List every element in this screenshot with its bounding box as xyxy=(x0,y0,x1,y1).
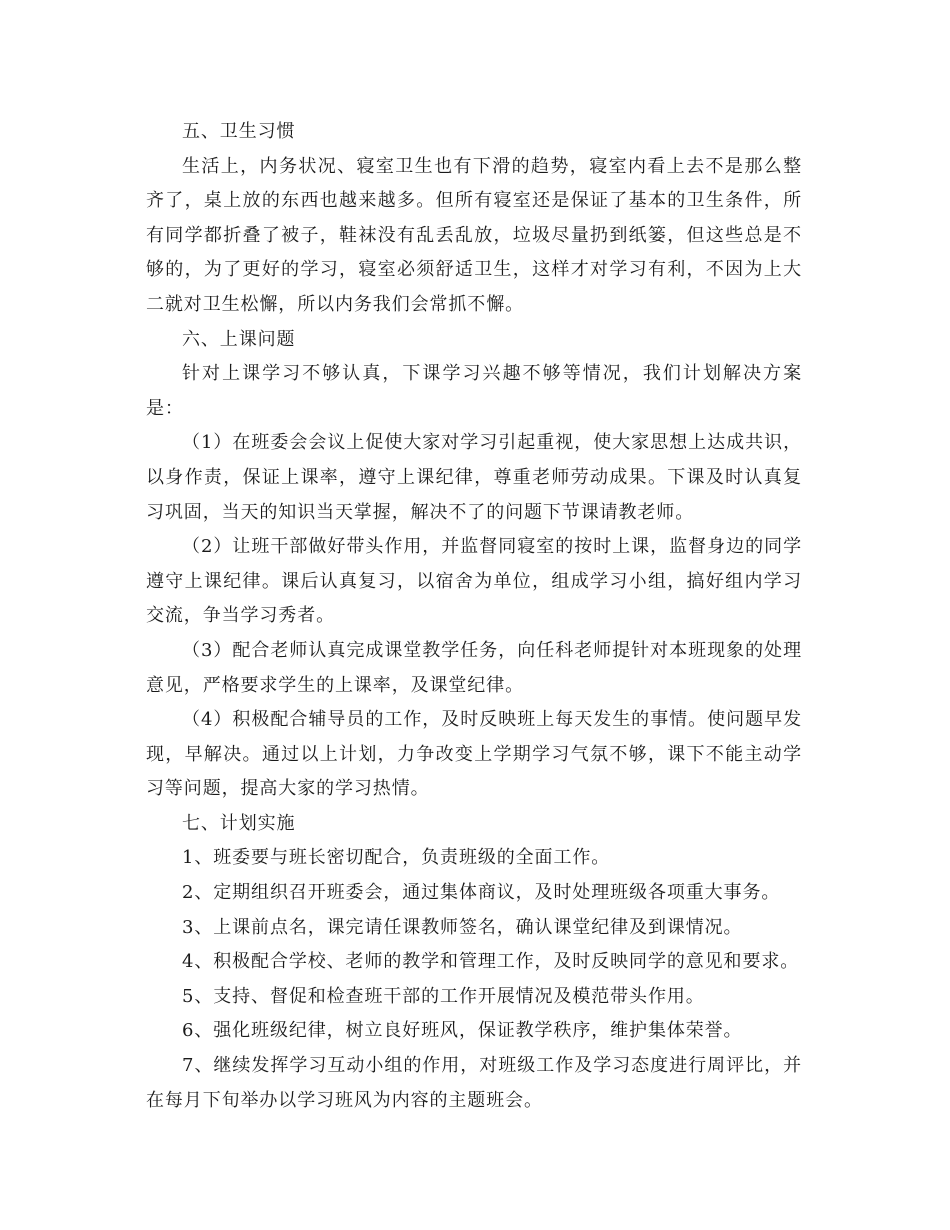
list-item: 7、继续发挥学习互动小组的作用，对班级工作及学习态度进行周评比，并在每月下旬举办以学习班风为内容的主题班会。 xyxy=(146,1055,802,1111)
list-item: 4、积极配合学校、老师的教学和管理工作，及时反映同学的意见和要求。 xyxy=(182,951,800,973)
list-item: 5、支持、督促和检查班干部的工作开展情况及模范带头作用。 xyxy=(182,985,705,1007)
list-item: 3、上课前点名，课完请任课教师签名，确认课堂纪律及到课情况。 xyxy=(182,916,743,938)
list-item: 2、定期组织召开班委会，通过集体商议，及时处理班级各项重大事务。 xyxy=(182,882,781,904)
paragraph: （1）在班委会会议上促使大家对学习引起重视，使大家思想上达成共识，以身作责，保证上课率，遵守上课纪律，尊重老师劳动成果。下课及时认真复习巩固，当天的知识当天掌握，解决不了的问题下节课请教老师。 xyxy=(146,432,802,523)
section-heading-plan-implementation: 七、计划实施 xyxy=(182,812,296,834)
section-heading-class-issues: 六、上课问题 xyxy=(182,328,296,350)
paragraph: （2）让班干部做好带头作用，并监督同寝室的按时上课，监督身边的同学遵守上课纪律。课后认真复习，以宿舍为单位，组成学习小组，搞好组内学习交流，争当学习秀者。 xyxy=(146,536,802,627)
list-item: 6、强化班级纪律，树立良好班风，保证教学秩序，维护集体荣誉。 xyxy=(182,1020,743,1042)
paragraph: （4）积极配合辅导员的工作，及时反映班上每天发生的事情。使问题早发现，早解决。通过以上计划，力争改变上学期学习气氛不够，课下不能主动学习等问题，提高大家的学习热情。 xyxy=(146,709,802,800)
document-page xyxy=(146,115,802,1118)
paragraph: 生活上，内务状况、寝室卫生也有下滑的趋势，寝室内看上去不是那么整齐了，桌上放的东西也越来越多。但所有寝室还是保证了基本的卫生条件，所有同学都折叠了被子，鞋袜没有乱丢乱放，垃圾尽量扔到纸篓，但这些总是不够的，为了更好的学习，寝室必须舒适卫生，这样才对学习有利，不因为上大二就对卫生松懈，所以内务我们会常抓不懈。 xyxy=(146,155,802,315)
paragraph: （3）配合老师认真完成课堂教学任务，向任科老师提针对本班现象的处理意见，严格要求学生的上课率，及课堂纪律。 xyxy=(146,639,802,696)
list-item: 1、班委要与班长密切配合，负责班级的全面工作。 xyxy=(182,847,611,869)
section-heading-hygiene: 五、卫生习惯 xyxy=(182,121,296,142)
paragraph: 针对上课学习不够认真，下课学习兴趣不够等情况，我们计划解决方案是： xyxy=(146,363,802,419)
